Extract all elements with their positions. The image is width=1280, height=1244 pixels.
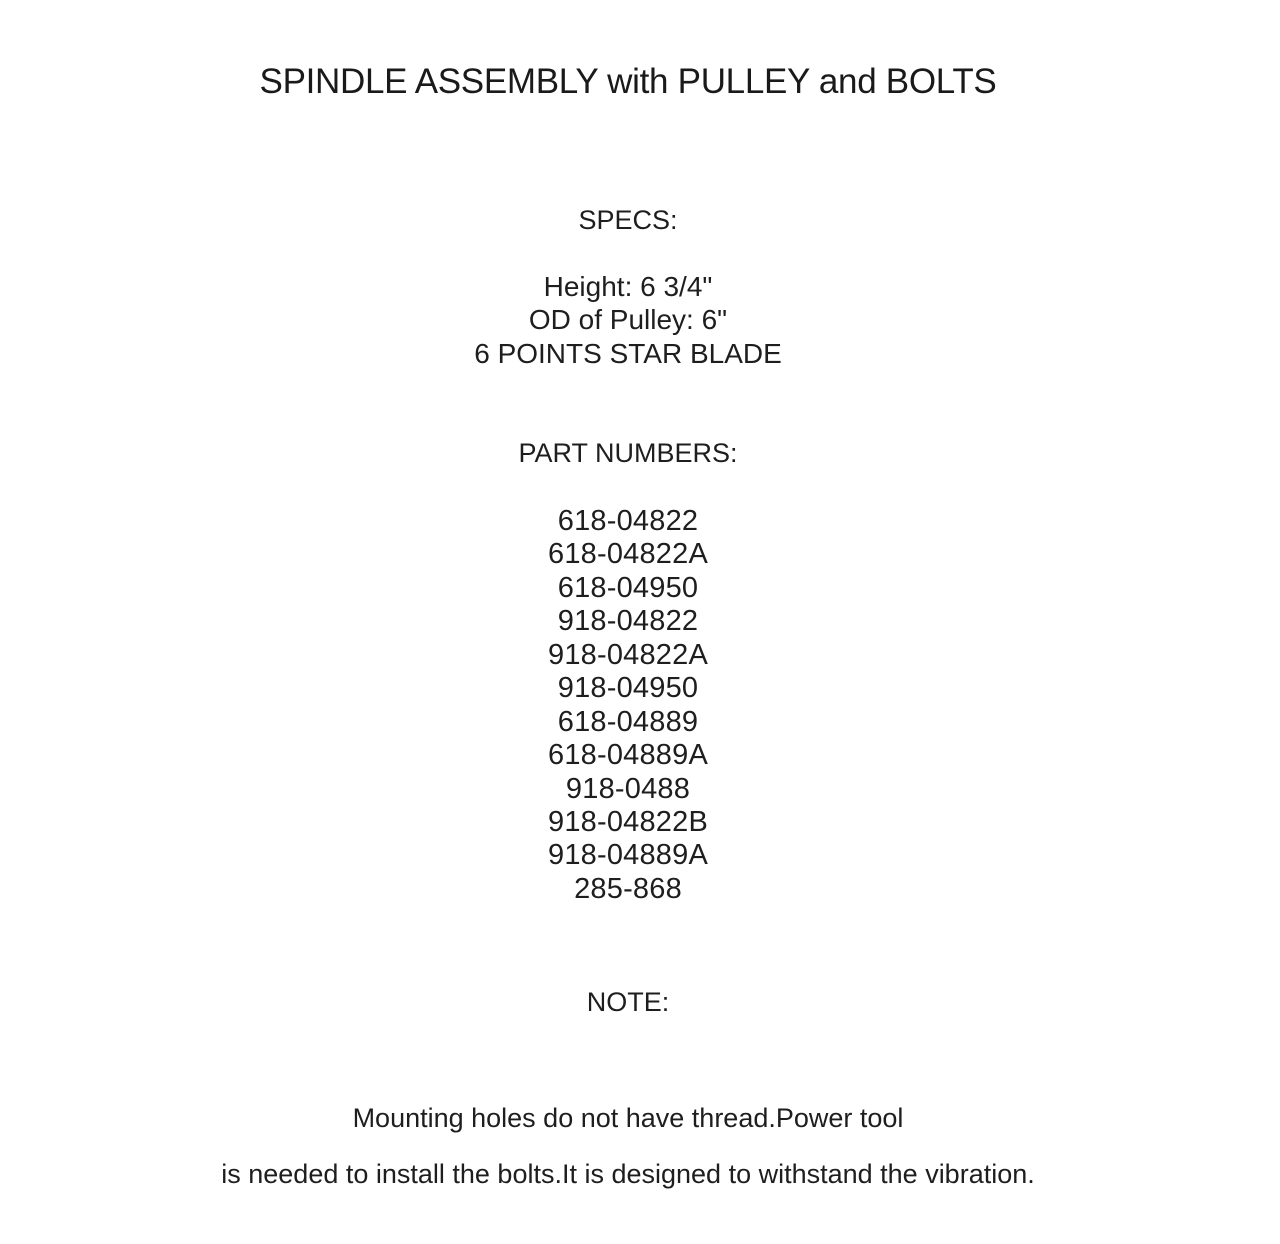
- note-line-1: Mounting holes do not have thread.Power tool: [352, 1103, 904, 1133]
- part-number-item: 618-04822: [557, 505, 699, 537]
- part-number-item: 918-04889A: [547, 839, 709, 872]
- spec-height: Height: 6 3/4": [543, 271, 713, 302]
- part-number-item: 618-04889A: [547, 739, 709, 772]
- part-number-item: 918-04822A: [547, 638, 709, 671]
- part-number-item: 918-04950: [557, 672, 699, 705]
- part-number-item: 618-04822A: [547, 538, 709, 571]
- part-number-item: 918-0488: [565, 772, 691, 805]
- specs-heading: SPECS:: [578, 205, 678, 235]
- part-number-item: 618-04950: [557, 571, 699, 604]
- part-number-item: 918-04822: [557, 605, 699, 638]
- note-heading: NOTE:: [586, 987, 670, 1017]
- part-number-item: 618-04889: [557, 705, 699, 738]
- spec-blade-type: 6 POINTS STAR BLADE: [474, 338, 782, 369]
- part-numbers-list: [0, 505, 1256, 906]
- part-numbers-heading: PART NUMBERS:: [518, 438, 738, 468]
- part-number-item: 918-04822B: [547, 805, 709, 838]
- page-title: SPINDLE ASSEMBLY with PULLEY and BOLTS: [259, 62, 997, 101]
- spec-pulley-od: OD of Pulley: 6": [528, 304, 728, 335]
- part-number-item: 285-868: [574, 872, 682, 905]
- note-line-2: is needed to install the bolts.It is designed to withstand the vibration.: [221, 1159, 1035, 1189]
